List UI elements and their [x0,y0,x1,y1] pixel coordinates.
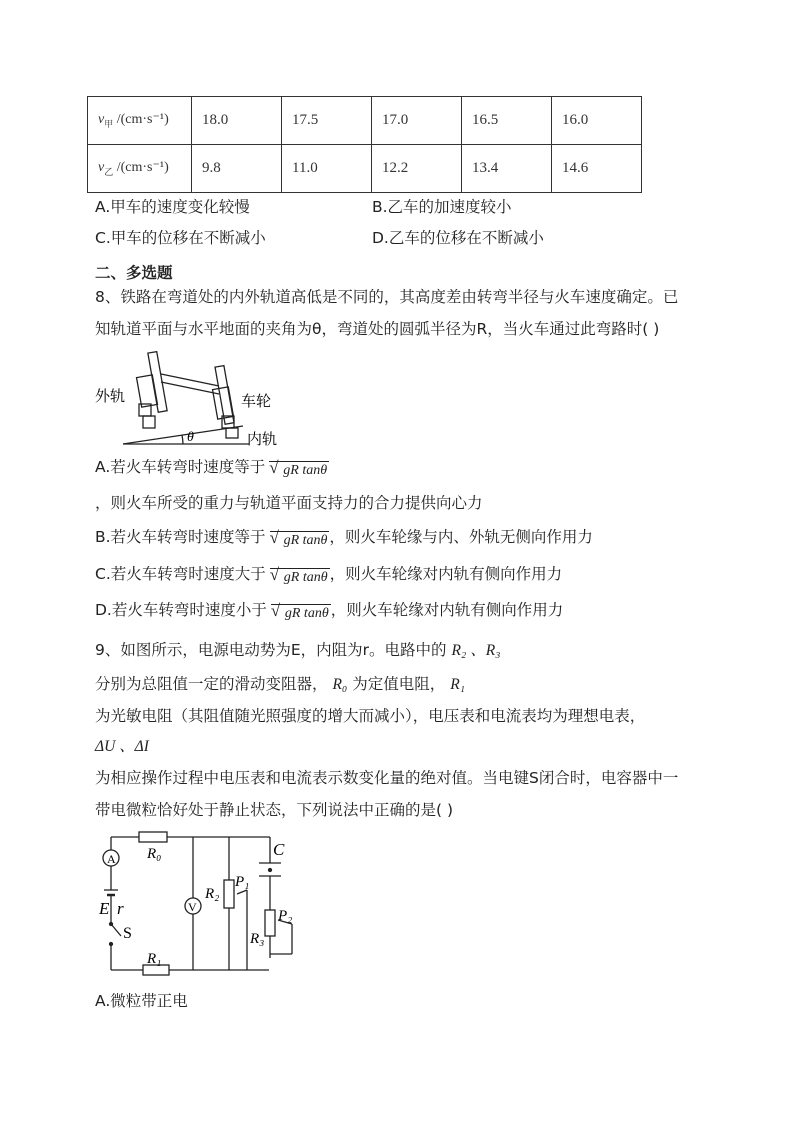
label-r2: R₂ [205,886,220,902]
table-cell: 16.0 [552,97,642,145]
label-inner-rail: 内轨 [247,432,278,448]
label-r: r [117,899,124,918]
table-cell: 17.5 [282,97,372,145]
table-cell: 13.4 [462,145,552,193]
q7-option-c[interactable]: C.甲车的位移在不断减小 [95,229,266,247]
table-cell: 17.0 [372,97,462,145]
q9-stem-line2: 分别为总阻值一定的滑动变阻器， R₀ 为定值电阻， R₁ [95,675,466,693]
label-c: C [273,840,285,859]
label-r3: R₃ [250,931,265,947]
q9-stem-line6: 带电微粒恰好处于静止状态，下列说法中正确的是( ) [95,801,454,819]
table-cell: 11.0 [282,145,372,193]
sqrt-expression: √ gR tanθ [270,568,330,587]
ammeter-icon: A [107,852,116,866]
rail-track-figure [95,346,295,450]
table-row [88,145,642,193]
q9-stem-line4: ΔU 、ΔI [95,738,149,755]
q7-option-a[interactable]: A.甲车的速度变化较慢 [95,198,250,216]
label-theta: θ [187,430,194,445]
q8-stem-line1: 8、铁路在弯道处的内外轨道高低是不同的，其高度差由转弯半径与火车速度确定。已 [95,288,679,306]
table-cell: 14.6 [552,145,642,193]
label-outer-rail: 外轨 [95,389,126,405]
table-cell: 16.5 [462,97,552,145]
row-header: $v_甲$ /(cm·s⁻¹) [88,97,192,145]
table-cell: 9.8 [192,145,282,193]
voltmeter-icon: V [188,900,197,914]
q8-stem-line2: 知轨道平面与水平地面的夹角为θ，弯道处的圆弧半径为R，当火车通过此弯路时( ) [95,320,660,338]
label-s: S [123,925,132,942]
velocity-table [87,96,642,193]
table-row [88,97,642,145]
label-p1: P₁ [235,874,250,890]
section-title: 二、多选题 [95,264,173,282]
circuit-diagram [95,828,310,978]
q8-option-a-cont: ，则火车所受的重力与轨道平面支持力的合力提供向心力 [95,494,483,512]
sqrt-expression: √ gR tanθ [269,461,329,480]
q8-option-c[interactable]: C.若火车转弯时速度大于√ gR tanθ ，则火车轮缘对内轨有侧向作用力 [95,563,562,585]
q7-option-b[interactable]: B.乙车的加速度较小 [372,198,512,216]
q8-option-b[interactable]: B.若火车转弯时速度等于√ gR tanθ ，则火车轮缘与内、外轨无侧向作用力 [95,526,593,548]
sqrt-expression: √ gR tanθ [271,604,331,623]
q9-stem-line5: 为相应操作过程中电压表和电流表示数变化量的绝对值。当电键S闭合时，电容器中一 [95,769,679,787]
label-e: E [99,899,110,918]
row-header: $v_乙$ /(cm·s⁻¹) [88,145,192,193]
label-r0: R₀ [147,846,162,862]
table-cell: 12.2 [372,145,462,193]
label-p2: P₂ [278,908,293,924]
q8-option-d[interactable]: D.若火车转弯时速度小于√ gR tanθ ，则火车轮缘对内轨有侧向作用力 [95,599,563,621]
q7-option-d[interactable]: D.乙车的位移在不断减小 [372,229,544,247]
q9-stem-line1: 9、如图所示，电源电动势为E，内阻为r。电路中的 R₂ 、R₃ [95,641,501,659]
q8-option-a[interactable]: A.若火车转弯时速度等于√ gR tanθ [95,456,329,478]
sqrt-expression: √ gR tanθ [270,531,330,550]
q9-option-a[interactable]: A.微粒带正电 [95,992,188,1010]
q9-stem-line3: 为光敏电阻（其阻值随光照强度的增大而减小），电压表和电流表均为理想电表， [95,707,646,725]
label-r1: R₁ [147,951,162,967]
table-cell: 18.0 [192,97,282,145]
label-wheel: 车轮 [241,394,272,410]
